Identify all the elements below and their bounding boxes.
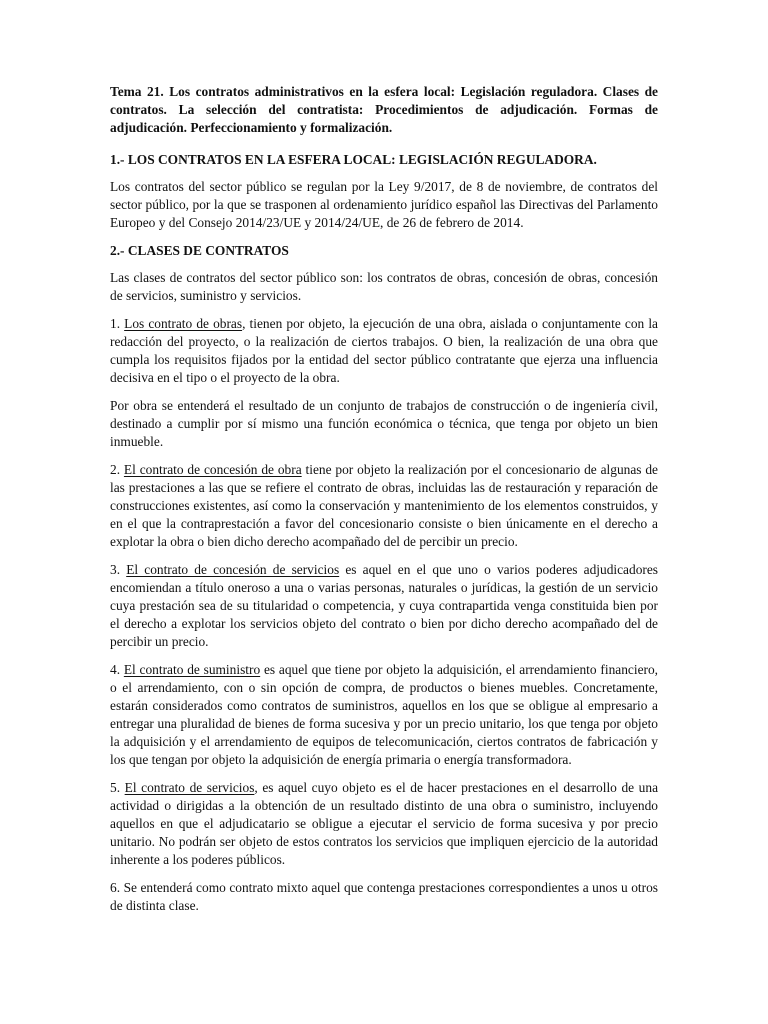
contract-type-concesion-servicios xyxy=(110,561,658,651)
document-title: Tema 21. Los contratos administrativos en la esfera local: Legislación reguladora. Clases de contratos. La selección del contratista: Procedimientos de adjudicación. Formas de adjudicación. Perfeccionamiento y formalización. xyxy=(110,84,658,135)
item-number: 5. xyxy=(110,780,125,795)
item-term: El contrato de servicios xyxy=(124,780,255,795)
section-2-heading: 2.- CLASES DE CONTRATOS xyxy=(110,243,289,258)
item-text: es aquel que tiene por objeto la adquisición, el arrendamiento financiero, o el arrendamiento, con o sin opción de compra, de productos o bienes muebles. Concretamente, estarán considerados como contratos de suministros, aquellos en los que se obligue al empresario a entregar una pluralidad de bienes de forma sucesiva y por un precio unitario, los que tenga por objeto la adquisición y el arrendamiento de equipos de telecomunicación, ciertos contratos de fabricación y los que tengan por objeto la adquisición de energía primaria o energía transformadora. xyxy=(110,662,659,767)
section-1-paragraph: Los contratos del sector público se regulan por la Ley 9/2017, de 8 de noviembre, de contratos del sector público, por la que se trasponen al ordenamiento jurídico español las Directivas del Parlamento Europeo y del Consejo 2014/23/UE y 2014/24/UE, de 26 de febrero de 2014. xyxy=(110,179,658,230)
contract-type-mixto: 6. Se entenderá como contrato mixto aquel que contenga prestaciones correspondientes a unos u otros de distinta clase. xyxy=(110,880,658,913)
item-term: Los contrato de obras xyxy=(124,316,243,331)
item-number: 1. xyxy=(110,316,125,331)
item-text: tiene por objeto la realización por el concesionario de algunas de las prestaciones a las que se refiere el contrato de obras, incluidas las de restauración y reparación de construcciones existentes, así como la conservación y mantenimiento de los elementos construidos, y en el que la contraprestación a favor del concesionario consiste o bien únicamente en el derecho a explotar la obra o bien dicho derecho acompañado del de percibir un precio. xyxy=(110,462,659,549)
item-text: , es aquel cuyo objeto es el de hacer prestaciones en el desarrollo de una actividad o dirigidas a la obtención de un resultado distinto de una obra o suministro, incluyendo aquellos en que el adjudicatario se obligue a ejecutar el servicio de forma sucesiva y por precio unitario. No podrán ser objeto de estos contratos los servicios que impliquen ejercicio de la autoridad inherente a los poderes públicos. xyxy=(110,780,659,867)
obra-definition: Por obra se entenderá el resultado de un conjunto de trabajos de construcción o de ingeniería civil, destinado a cumplir por sí mismo una función económica o técnica, que tenga por objeto un bien inmueble. xyxy=(110,398,658,449)
item-number: 2. xyxy=(110,462,124,477)
document-body xyxy=(110,83,658,925)
item-text: es aquel en el que uno o varios poderes adjudicadores encomiendan a título oneroso a una o varias personas, naturales o jurídicas, la gestión de un servicio cuya prestación sea de su titularidad o competencia, y cuya contrapartida venga constituida bien por el derecho a explotar los servicios objeto del contrato o bien por dicho derecho acompañado del de percibir un precio. xyxy=(110,562,659,649)
item-number: 4. xyxy=(110,662,124,677)
contract-type-servicios xyxy=(110,779,658,869)
contract-type-suministro xyxy=(110,661,658,769)
item-number: 3. xyxy=(110,562,127,577)
section-1-heading: 1.- LOS CONTRATOS EN LA ESFERA LOCAL: LEGISLACIÓN REGULADORA. xyxy=(110,152,597,167)
contract-type-concesion-obra xyxy=(110,461,658,551)
contract-type-obras xyxy=(110,315,658,387)
item-term: El contrato de suministro xyxy=(123,662,261,677)
section-2-intro: Las clases de contratos del sector público son: los contratos de obras, concesión de obras, concesión de servicios, suministro y servicios. xyxy=(110,270,658,303)
item-text: , tienen por objeto, la ejecución de una obra, aislada o conjuntamente con la redacción del proyecto, o la realización de ciertos trabajos. O bien, la realización de una obra que cumpla los requisitos fijados por la entidad del sector público contratante que ejerza una influencia decisiva en el tipo o el proyecto de la obra. xyxy=(110,316,659,385)
item-term: El contrato de concesión de obra xyxy=(123,462,302,477)
item-term: El contrato de concesión de servicios xyxy=(126,562,340,577)
